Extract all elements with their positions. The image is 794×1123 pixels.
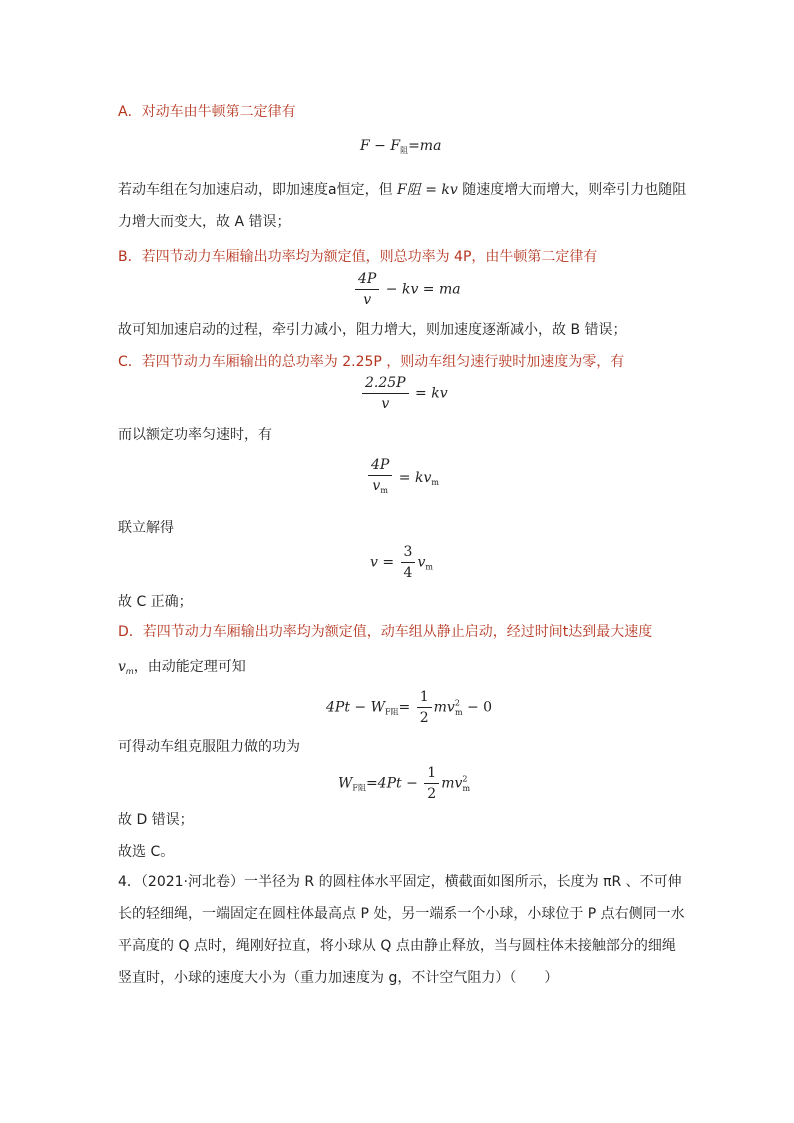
eq-d2-rest: mv (441, 775, 463, 792)
eq-d1-tail: − 0 (466, 699, 493, 716)
eq-d1-rest: mv (433, 699, 455, 716)
eq-c1-rest: = kv (415, 385, 448, 402)
a-text1-end: 随速度增大而增大，则牵引力也随阻 (462, 182, 687, 198)
eq-d1-sup: 2 (454, 698, 460, 708)
option-c-text-1: 而以额定功率匀速时，有 (118, 427, 272, 443)
equation-d1 (326, 688, 492, 727)
equation-d2 (338, 764, 470, 803)
option-c-text-2: 联立解得 (118, 520, 174, 536)
eq-d2-sub: F阻 (352, 783, 366, 793)
option-d-text-1 (118, 657, 246, 682)
a-text1: 若动车组在匀加速启动，即加速度a恒定，但 (118, 182, 393, 198)
question-4-line-3: 平高度的 Q 点时，绳刚好拉直，将小球从 Q 点由静止释放，当与圆柱体未接触部分的细绳 (118, 938, 676, 954)
eq-d1-num: 1 (417, 688, 432, 708)
eq-d1-rest-sub: m (454, 707, 463, 717)
eq-b-num: 4P (355, 270, 379, 290)
eq-d2-fraction (424, 764, 439, 803)
eq-c2-num: 4P (368, 456, 392, 476)
eq-d1-den: 2 (419, 710, 429, 726)
option-c-text-3: 故 C 正确； (118, 594, 193, 610)
question-4-line-4: 竖直时，小球的速度大小为（重力加速度为 g，不计空气阻力）（ ） (118, 970, 559, 986)
eq-d1-sub: F阻 (384, 707, 399, 717)
eq-c2-fraction (368, 456, 392, 500)
eq-b-rest: − kv = ma (385, 281, 461, 298)
eq-c2-den (372, 476, 388, 500)
equation-b (353, 270, 461, 309)
eq-a-rhs: =ma (408, 138, 442, 154)
equation-c2 (366, 456, 439, 500)
eq-c2-den-sub: m (380, 486, 388, 495)
eq-c1-den: v (381, 396, 390, 412)
a-inline-formula: F阻 = kv (397, 182, 458, 198)
eq-c3-den: 4 (403, 565, 413, 581)
option-d-intro: D．若四节动力车厢输出功率均为额定值，动车组从静止启动，经过时间t达到最大速度 (118, 624, 653, 640)
option-a-intro: A．对动车由牛顿第二定律有 (118, 104, 296, 120)
option-a-text-1 (118, 180, 686, 200)
option-b-intro: B．若四节动力车厢输出功率均为额定值，则总功率为 4P，由牛顿第二定律有 (118, 249, 598, 265)
eq-d1-fraction (417, 688, 432, 727)
eq-b-den: v (363, 292, 372, 308)
eq-d2-num: 1 (424, 764, 439, 784)
eq-d2-sup: 2 (462, 774, 468, 784)
eq-d1-lhs: 4Pt − W (326, 699, 385, 716)
eq-c2-rest: = kv (398, 470, 432, 486)
eq-c3-rest: v (417, 554, 426, 571)
eq-c1-fraction (362, 374, 409, 413)
eq-c3-rest-sub: m (425, 562, 433, 572)
option-a-text-2: 力增大而变大，故 A 错误； (118, 214, 291, 230)
option-d-text-2: 可得动车组克服阻力做的功为 (118, 739, 300, 755)
eq-a-lhs: F − F (360, 138, 401, 154)
final-answer: 故选 C。 (118, 844, 175, 860)
question-4-line-2: 长的轻细绳，一端固定在圆柱体最高点 P 处，另一端系一个小球，小球位于 P 点右侧同一水 (118, 906, 685, 922)
eq-c2-den-main: v (372, 478, 381, 494)
question-4-line-1: 4．（2021·河北卷）一半径为 R 的圆柱体水平固定，横截面如图所示，长度为 πR 、不可伸 (118, 874, 682, 890)
eq-c3-fraction (401, 543, 416, 582)
d-text1: ，由动能定理可知 (133, 659, 246, 675)
eq-c3-num: 3 (401, 543, 416, 563)
eq-c2-rest-sub: m (431, 478, 439, 487)
eq-d1-mid: = (398, 699, 411, 716)
equation-a (360, 138, 441, 156)
eq-d2-mid: =4Pt − (365, 775, 418, 792)
d-vm-sub: m (125, 667, 134, 676)
eq-c3-lhs: v = (370, 554, 395, 571)
eq-c1-num: 2.25P (362, 374, 409, 394)
option-d-text-3: 故 D 错误； (118, 812, 194, 828)
eq-d2-den: 2 (427, 786, 437, 802)
eq-d2-rest-sub: m (462, 783, 471, 793)
equation-c1 (360, 374, 448, 413)
eq-b-fraction (355, 270, 379, 309)
eq-a-sub: 阻 (400, 146, 409, 155)
eq-d2-lhs: W (338, 775, 353, 792)
option-b-text: 故可知加速启动的过程，牵引力减小，阻力增大，则加速度逐渐减小，故 B 错误； (118, 322, 627, 338)
d-vm: v (118, 659, 126, 675)
equation-c3 (370, 543, 433, 582)
option-c-intro: C．若四节动力车厢输出的总功率为 2.25P ，则动车组匀速行驶时加速度为零，有 (118, 354, 625, 370)
